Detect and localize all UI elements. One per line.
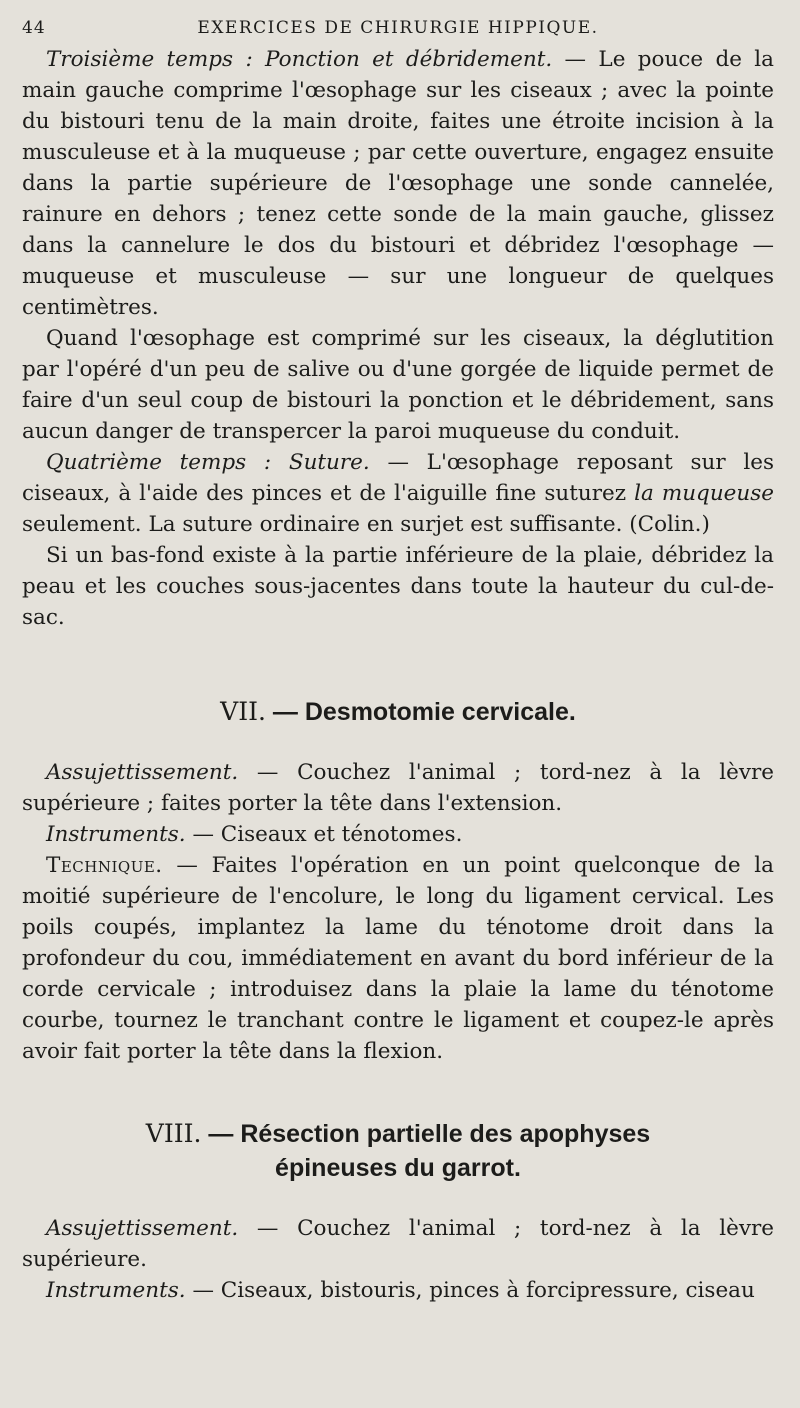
paragraph-quatrieme-temps xyxy=(22,447,774,540)
paragraph-body: — Couchez l'animal ; tord-nez à la lèvre supérieure ; faites porter la tête dans l'extension. xyxy=(22,760,774,816)
paragraph-lead: Assujettissement. xyxy=(46,760,239,785)
paragraph-technique xyxy=(22,850,774,1067)
paragraph-lead: Troisième temps : Ponction et débridement. xyxy=(46,47,553,72)
section-heading-vii xyxy=(22,695,774,729)
paragraph-body: — L'œsophage reposant sur les ciseaux, à l'aide des pinces et de l'aiguille fine suturez xyxy=(22,450,774,506)
running-title: EXERCICES DE CHIRURGIE HIPPIQUE. xyxy=(197,18,599,38)
paragraph-lead: Instruments. xyxy=(46,822,186,847)
paragraph-lead: Quatrième temps : Suture. xyxy=(46,450,370,475)
section-number: VIII. xyxy=(145,1119,202,1148)
section-title-continued: épineuses du garrot. xyxy=(275,1154,521,1182)
paragraph-emphasis: la muqueuse xyxy=(634,481,774,506)
paragraph-lead: Technique. xyxy=(46,853,163,878)
paragraph-lead: Assujettissement. xyxy=(46,1216,239,1241)
section-number: VII. xyxy=(220,697,266,726)
running-head xyxy=(22,10,774,44)
paragraph-troisieme-temps xyxy=(22,44,774,323)
paragraph-body: seulement. La suture ordinaire en surjet est suffisante. (Colin.) xyxy=(22,512,710,537)
paragraph-body: — Faites l'opération en un point quelconque de la moitié supérieure de l'encolure, le long du ligament cervical. Les poils coupés, implantez la lame du ténotome droit dans la profondeur du cou, immédiatement en avant du bord inférieur de la corde cervicale ; introduisez dans la plaie la lame du ténotome courbe, tournez le tranchant contre le ligament et coupez-le après avoir fait porter la tête dans la flexion. xyxy=(22,853,774,1064)
paragraph-instruments xyxy=(22,1275,774,1306)
section-title: — Desmotomie cervicale. xyxy=(265,698,576,726)
paragraph-body: — Ciseaux et ténotomes. xyxy=(185,822,463,847)
paragraph-body: — Ciseaux, bistouris, pinces à forcipressure, ciseau xyxy=(185,1278,755,1303)
paragraph-instruments xyxy=(22,819,774,850)
paragraph-assujettissement xyxy=(22,1213,774,1275)
paragraph-assujettissement xyxy=(22,757,774,819)
paragraph-bas-fond: Si un bas-fond existe à la partie inférieure de la plaie, débridez la peau et les couches sous-jacentes dans toute la hauteur du cul-de-sac. xyxy=(22,543,774,630)
section-heading-viii xyxy=(22,1117,774,1185)
paragraph-body: — Couchez l'animal ; tord-nez à la lèvre supérieure. xyxy=(22,1216,774,1272)
page-number: 44 xyxy=(22,18,46,38)
section-title: — Résection partielle des apophyses xyxy=(201,1120,651,1148)
paragraph-body: — Le pouce de la main gauche comprime l'œsophage sur les ciseaux ; avec la pointe du bistouri tenu de la main droite, faites une étroite incision à la musculeuse et à la muqueuse ; par cette ouverture, engagez ensuite dans la partie supérieure de l'œsophage une sonde cannelée, rainure en dehors ; tenez cette sonde de la main gauche, glissez dans la cannelure le dos du bistouri et débridez l'œsophage — muqueuse et musculeuse — sur une longueur de quelques centimètres. xyxy=(22,47,775,320)
paragraph-deglutition: Quand l'œsophage est comprimé sur les ciseaux, la déglutition par l'opéré d'un peu de salive ou d'une gorgée de liquide permet de faire d'un seul coup de bistouri la ponction et le débridement, sans aucun danger de transpercer la paroi muqueuse du conduit. xyxy=(22,326,774,444)
paragraph-lead: Instruments. xyxy=(46,1278,186,1303)
